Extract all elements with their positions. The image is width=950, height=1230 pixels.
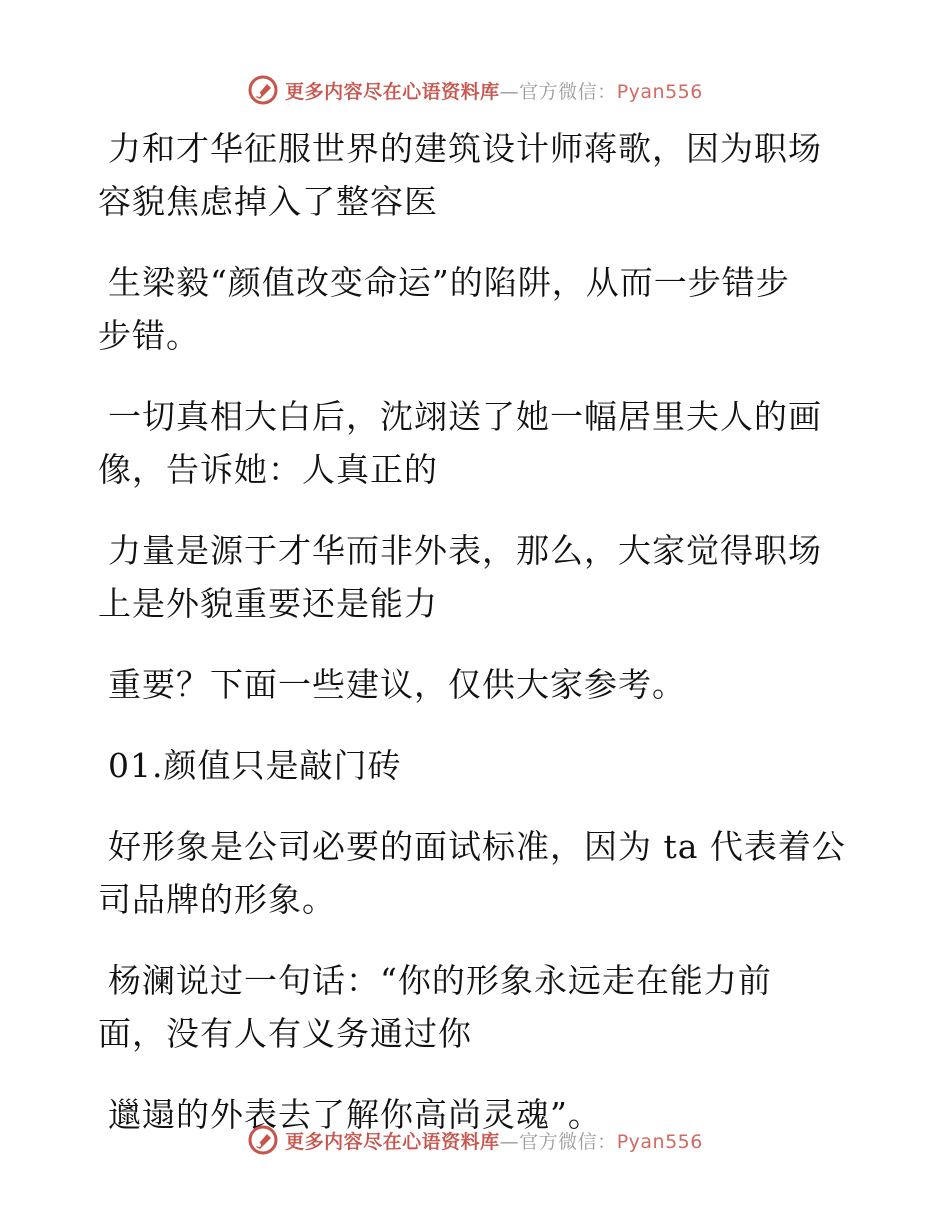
text-line: 01.颜值只是敲门砖 <box>108 746 402 785</box>
text-line: 一切真相大白后，沈翊送了她一幅居里夫人的画 <box>108 397 822 436</box>
text-line: 重要？下面一些建议，仅供大家参考。 <box>108 665 686 704</box>
watermark-text: 更多内容尽在心语资料库—官方微信：Pyan556 <box>285 1130 703 1153</box>
section-heading <box>98 739 858 792</box>
pen-nib-circle-icon <box>247 74 279 106</box>
text-line: 面，没有人有义务通过你 <box>98 1014 472 1053</box>
paragraph-8 <box>98 954 858 1060</box>
paragraph-3 <box>98 390 858 496</box>
text-line: 好形象是公司必要的面试标准，因为 ta 代表着公 <box>108 827 846 866</box>
text-line: 生梁毅“颜值改变命运”的陷阱，从而一步错步 <box>108 263 790 302</box>
text-line: 像，告诉她：人真正的 <box>98 450 438 489</box>
text-line: 邋遢的外表去了解你高尚灵魂”。 <box>108 1095 602 1134</box>
header-watermark <box>0 70 950 110</box>
pen-nib-circle-icon <box>247 1124 279 1156</box>
paragraph-1 <box>98 122 858 228</box>
text-line: 上是外貌重要还是能力 <box>98 584 438 623</box>
paragraph-7 <box>98 820 858 926</box>
paragraph-5 <box>98 658 858 711</box>
paragraph-4 <box>98 524 858 630</box>
text-line: 步错。 <box>98 316 200 355</box>
text-line: 司品牌的形象。 <box>98 880 336 919</box>
text-line: 杨澜说过一句话：“你的形象永远走在能力前 <box>108 961 772 1000</box>
text-line: 力和才华征服世界的建筑设计师蒋歌，因为职场 <box>108 129 822 168</box>
text-line: 力量是源于才华而非外表，那么，大家觉得职场 <box>108 531 822 570</box>
paragraph-2 <box>98 256 858 362</box>
text-line: 容貌焦虑掉入了整容医 <box>98 182 438 221</box>
footer-watermark <box>0 1120 950 1160</box>
watermark-text: 更多内容尽在心语资料库—官方微信：Pyan556 <box>285 80 703 103</box>
document-body <box>98 122 858 1169</box>
